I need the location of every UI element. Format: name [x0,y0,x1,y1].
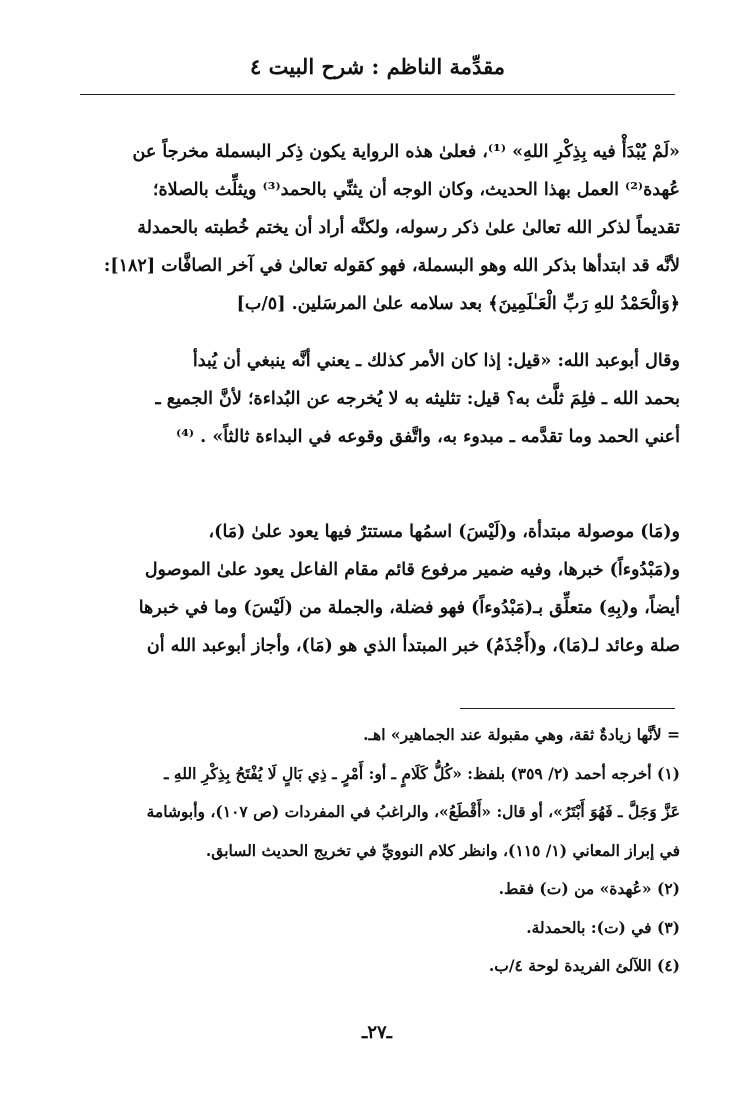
footnote-line: عَزَّ وَجَلَّ ـ فَهُوَ أَبْتَرُ»، أو قال: «أَقْطَعُ»، والراغبُ في المفردات (ص ١٠٧)، وأبوشامة [146,802,680,821]
text-line: ﴿وَالْحَمْدُ للهِ رَبِّ الْعَـٰلَمِينَ﴾ بعد سلامه علىٰ المرسَلين. [٥/ب] [236,294,680,314]
footnotes [76,716,680,986]
footnote-line: = لأنَّها زيادةٌ ثقة، وهي مقبولة عند الجماهير» اهـ. [363,725,680,744]
header-divider [80,94,675,95]
text-line: عُهدة⁽²⁾ العمل بهذا الحديث، وكان الوجه أن يثنِّي بالحمد⁽³⁾ ويثلِّث بالصلاة؛ [152,180,680,200]
text-line: صلة وعائد لـ(مَا)، و(أَجْذَمُ) خبر المبتدأ الذي هو (مَا)، وأجاز أبوعبد الله أن [146,636,680,656]
paragraph-3 [76,513,680,665]
footnote-line: (١) أخرجه أحمد (٢/ ٣٥٩) بلفظ: «كُلُّ كَلَامٍ ـ أو: أَمْرٍ ـ ذِي بَالٍ لَا يُفْتَحُ بِذِكْرِ اللهِ ـ [163,763,680,783]
paragraph-1 [76,133,680,323]
text-line: أعني الحمد وما تقدَّمه ـ مبدوء به، واتَّفق وقوعه في البداءة ثالثاً» . ⁽⁴⁾ [175,427,680,447]
text-line: بحمد الله ـ فلِمَ ثلَّث به؟ قيل: تثليثه به لا يُخرجه عن البُداءة؛ لأنَّ الجميع ـ [155,389,680,409]
running-head: مقدِّمة الناظم : شرح البيت ٤ [250,54,505,79]
text-line: تقديماً لذكر الله تعالىٰ علىٰ ذكر رسوله، ولكنَّه أراد أن يختم خُطبته بالحمدلة [137,218,680,238]
footnote-line: في إبراز المعاني (١/ ١١٥)، وانظر كلام النوويِّ في تخريج الحديث السابق. [205,840,680,860]
footnote-divider [460,708,675,709]
text-line: أيضاً، و(بِهِ) متعلِّق بـ(مَبْدُوءاً) فهو فضلة، والجملة من (لَيْسَ) وما في خبرها [138,598,680,618]
text-line: «لَمْ يُبْدَأْ فيه بِذِكْرِ اللهِ» ⁽¹⁾، فعلىٰ هذه الرواية يكون ذِكر البسملة مخرجاً عن [132,142,680,162]
footnote-line: (٢) «عُهدة» من (ت) فقط. [498,879,680,898]
text-line: لأنَّه قد ابتدأها بذكر الله وهو البسملة، فهو كقوله تعالىٰ في آخر الصافَّات [١٨٢]: [103,256,680,276]
footnote-line: (٣) في (ت): بالحمدلة. [526,917,680,937]
footnote-line: (٤) اللآلئ الفريدة لوحة ٤/ب. [488,956,680,975]
page-number: ـ٢٧ـ [362,1022,392,1043]
text-line: و(مَبْدُوءاً) خبرها، وفيه ضمير مرفوع قائم مقام الفاعل يعود علىٰ الموصول [144,560,680,580]
text-line: وقال أبوعبد الله: «قيل: إذا كان الأمر كذلك ـ يعني أنَّه ينبغي أن يُبدأ [192,351,680,371]
text-line: و(مَا) موصولة مبتدأة، و(لَيْسَ) اسمُها مستترٌ فيها يعود علىٰ (مَا)، [208,522,680,542]
paragraph-2 [76,342,680,456]
